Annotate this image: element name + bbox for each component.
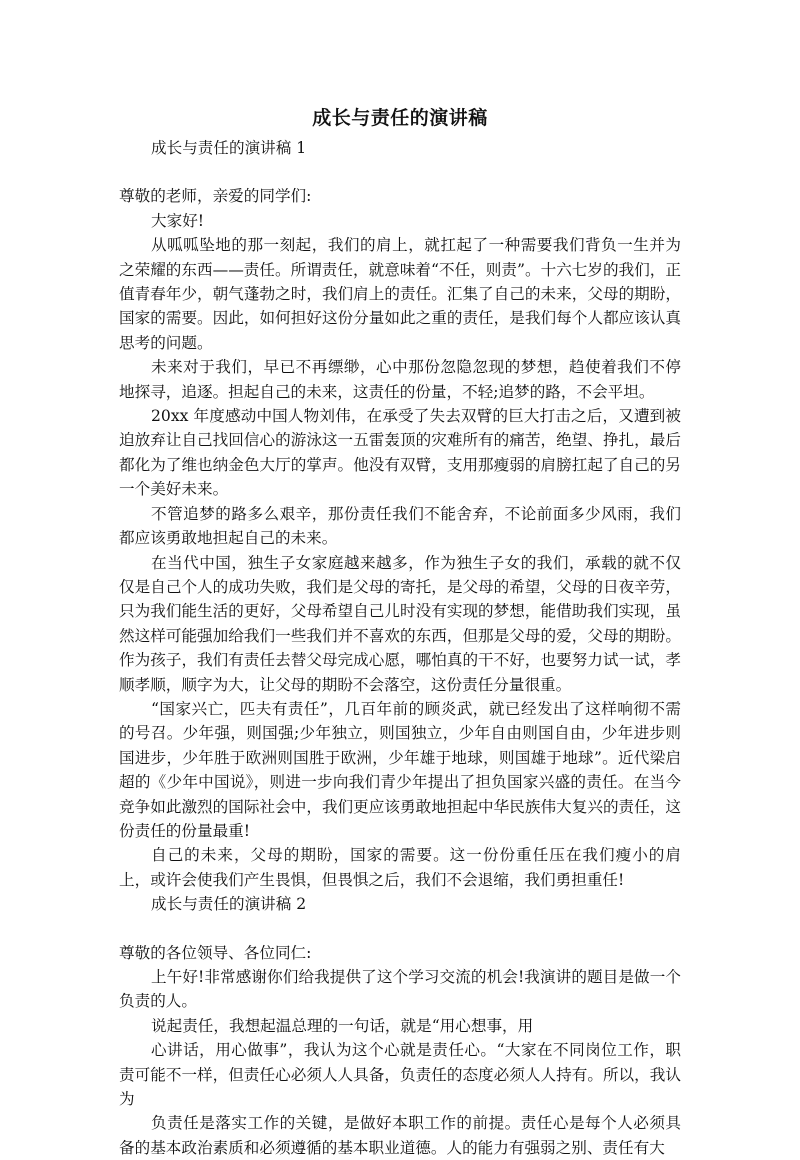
document-title: 成长与责任的演讲稿 bbox=[312, 107, 488, 129]
section-heading: 成长与责任的演讲稿 2 bbox=[151, 895, 307, 914]
salutation: 尊敬的各位领导、各位同仁: bbox=[119, 943, 312, 962]
paragraph: 负责任是落实工作的关键，是做好本职工作的前提。责任心是每个人必须具备的基本政治素质和必须遵循的基本职业道德。人的能力有强弱之别、责任有大 bbox=[119, 1114, 681, 1157]
section-heading: 成长与责任的演讲稿 1 bbox=[151, 139, 307, 157]
paragraph: 上午好!非常感谢你们给我提供了这个学习交流的机会!我演讲的题目是做一个负责的人。 bbox=[119, 968, 681, 1011]
paragraph: 自己的未来，父母的期盼，国家的需要。这一份份重任压在我们瘦小的肩上，或许会使我们产生畏惧，但畏惧之后，我们不会退缩，我们勇担重任! bbox=[119, 846, 681, 889]
paragraph: 心讲话，用心做事”，我认为这个心就是责任心。“大家在不同岗位工作，职责可能不一样，但责任心必须人人具备，负责任的态度必须人人持有。所以，我认为 bbox=[119, 1041, 681, 1109]
salutation: 尊敬的老师，亲爱的同学们: bbox=[119, 187, 312, 206]
paragraph: 20xx 年度感动中国人物刘伟，在承受了失去双臂的巨大打击之后，又遭到被迫放弃让自己找回信心的游泳这一五雷轰顶的灾难所有的痛苦，绝望、挣扎，最后都化为了维也纳金色大厅的掌声。他没有双臂，支用那瘦弱的肩膀扛起了自己的另一个美好未来。 bbox=[119, 407, 681, 499]
paragraph: 说起责任，我想起温总理的一句话，就是“用心想事，用 bbox=[151, 1016, 534, 1035]
paragraph: 未来对于我们，早已不再缥缈，心中那份忽隐忽现的梦想，趋使着我们不停地探寻，追逐。担起自己的未来，这责任的份量，不轻;追梦的路，不会平坦。 bbox=[119, 358, 681, 401]
paragraph: 在当代中国，独生子女家庭越来越多，作为独生子女的我们，承载的就不仅仅是自己个人的成功失败，我们是父母的寄托，是父母的希望，父母的日夜辛劳，只为我们能生活的更好，父母希望自己儿时没有实现的梦想，能借助我们实现，虽然这样可能强加给我们一些我们并不喜欢的东西，但那是父母的爱，父母的期盼。作为孩子，我们有责任去替父母完成心愿，哪怕真的干不好，也要努力试一试，孝顺孝顺，顺字为大，让父母的期盼不会落空，这份责任分量很重。 bbox=[119, 553, 681, 694]
paragraph: 从呱呱坠地的那一刻起，我们的肩上，就扛起了一种需要我们背负一生并为之荣耀的东西——责任。所谓责任，就意味着“不任，则责”。十六七岁的我们，正值青春年少，朝气蓬勃之时，我们肩上的责任。汇集了自己的未来，父母的期盼，国家的需要。因此，如何担好这份分量如此之重的责任，是我们每个人都应该认真思考的问题。 bbox=[119, 236, 681, 352]
paragraph: “国家兴亡，匹夫有责任”，几百年前的顾炎武，就已经发出了这样响彻不需的号召。少年强，则国强;少年独立，则国独立，少年自由则国自由，少年进步则国进步，少年胜于欧洲则国胜于欧洲，少年雄于地球，则国雄于地球”。近代梁启超的《少年中国说》，则进一步向我们青少年提出了担负国家兴盛的责任。在当今竞争如此激烈的国际社会中，我们更应该勇敢地担起中华民族伟大复兴的责任，这份责任的份量最重! bbox=[119, 699, 681, 840]
paragraph: 大家好! bbox=[151, 211, 205, 230]
document-body bbox=[119, 136, 681, 1160]
paragraph: 不管追梦的路多么艰辛，那份责任我们不能舍弃，不论前面多少风雨，我们都应该勇敢地担起自己的未来。 bbox=[119, 504, 681, 548]
